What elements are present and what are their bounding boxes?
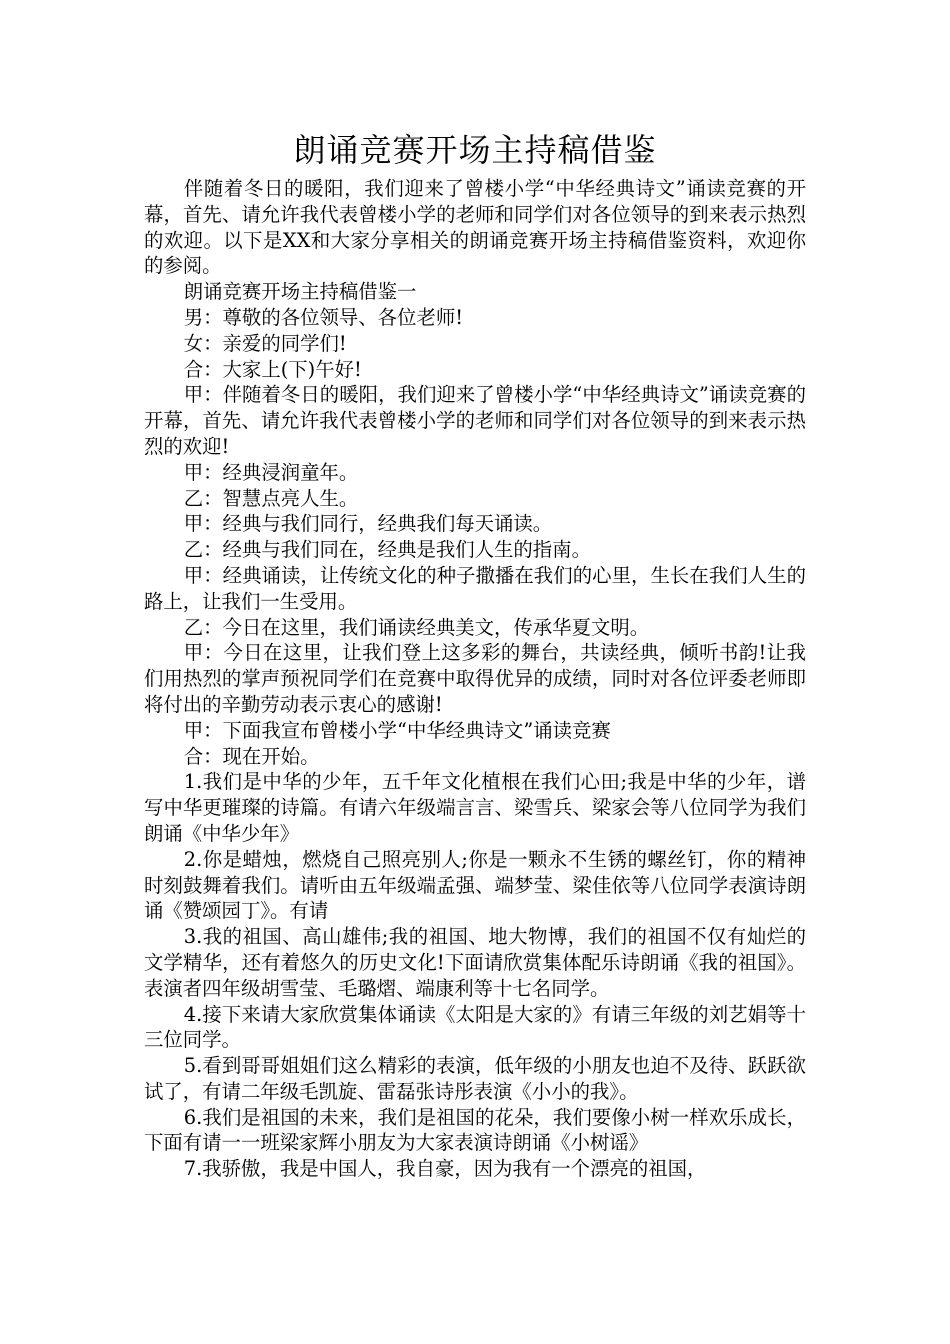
paragraph: 甲：经典浸润童年。 [183, 460, 359, 484]
paragraph: 4.接下来请大家欣赏集体诵读《太阳是大家的》有请三年级的刘艺娟等十三位同学。 [144, 1002, 806, 1052]
paragraph: 甲：经典诵读，让传统文化的种子撒播在我们的心里，生长在我们人生的路上，让我们一生受用。 [144, 563, 806, 613]
paragraph: 男：尊敬的各位领导、各位老师! [183, 305, 464, 329]
paragraph: 5.看到哥哥姐姐们这么精彩的表演，低年级的小朋友也迫不及待、跃跃欲试了，有请二年级毛凯旋、雷磊张诗彤表演《小小的我》。 [144, 1054, 806, 1103]
paragraph: 合：大家上(下)午好! [183, 357, 362, 381]
paragraph: 甲：伴随着冬日的暖阳，我们迎来了曾楼小学“中华经典诗文”诵读竞赛的开幕，首先、请允许我代表曾楼小学的老师和同学们对各位领导的到来表示热烈的欢迎! [144, 383, 806, 458]
paragraph: 7.我骄傲，我是中国人，我自豪，因为我有一个漂亮的祖国， [183, 1157, 707, 1181]
paragraph: 乙：经典与我们同在，经典是我们人生的指南。 [183, 538, 591, 562]
paragraph: 伴随着冬日的暖阳，我们迎来了曾楼小学“中华经典诗文”诵读竞赛的开幕，首先、请允许我代表曾楼小学的老师和同学们对各位领导的到来表示热烈的欢迎。以下是XX和大家分享相关的朗诵竞赛开场主持稿借鉴资料，欢迎你的参阅。 [144, 177, 806, 278]
paragraph: 乙：今日在这里，我们诵读经典美文，传承华夏文明。 [183, 615, 650, 639]
paragraph: 朗诵竞赛开场主持稿借鉴一 [183, 280, 417, 304]
document-title: 朗诵竞赛开场主持稿借鉴 [293, 131, 657, 169]
paragraph: 甲：下面我宣布曾楼小学“中华经典诗文”诵读竞赛 [183, 718, 611, 742]
paragraph: 乙：智慧点亮人生。 [183, 486, 359, 510]
paragraph: 1.我们是中华的少年，五千年文化植根在我们心田;我是中华的少年，谱写中华更璀璨的诗篇。有请六年级端言言、梁雪兵、梁家会等八位同学为我们朗诵《中华少年》 [144, 770, 806, 845]
paragraph: 甲：今日在这里，让我们登上这多彩的舞台，共读经典，倾听书韵!让我们用热烈的掌声预祝同学们在竞赛中取得优异的成绩，同时对各位评委老师即将付出的辛勤劳动表示衷心的感谢! [144, 641, 806, 716]
paragraph: 女：亲爱的同学们! [183, 331, 347, 355]
paragraph: 2.你是蜡烛，燃烧自己照亮别人;你是一颗永不生锈的螺丝钉，你的精神时刻鼓舞着我们。请听由五年级端孟强、端梦莹、梁佳依等八位同学表演诗朗诵《赞颂园丁》。有请 [144, 847, 806, 923]
paragraph: 合：现在开始。 [183, 744, 320, 768]
paragraph: 3.我的祖国、高山雄伟;我的祖国、地大物博，我们的祖国不仅有灿烂的文学精华，还有着悠久的历史文化!下面请欣赏集体配乐诗朗诵《我的祖国》。表演者四年级胡雪莹、毛璐熠、端康利等十七名同学。 [144, 925, 806, 1000]
paragraph: 6.我们是祖国的未来，我们是祖国的花朵，我们要像小树一样欢乐成长，下面有请一一班梁家辉小朋友为大家表演诗朗诵《小树谣》 [144, 1105, 806, 1155]
document-body [144, 176, 806, 1182]
paragraph: 甲：经典与我们同行，经典我们每天诵读。 [183, 512, 553, 536]
